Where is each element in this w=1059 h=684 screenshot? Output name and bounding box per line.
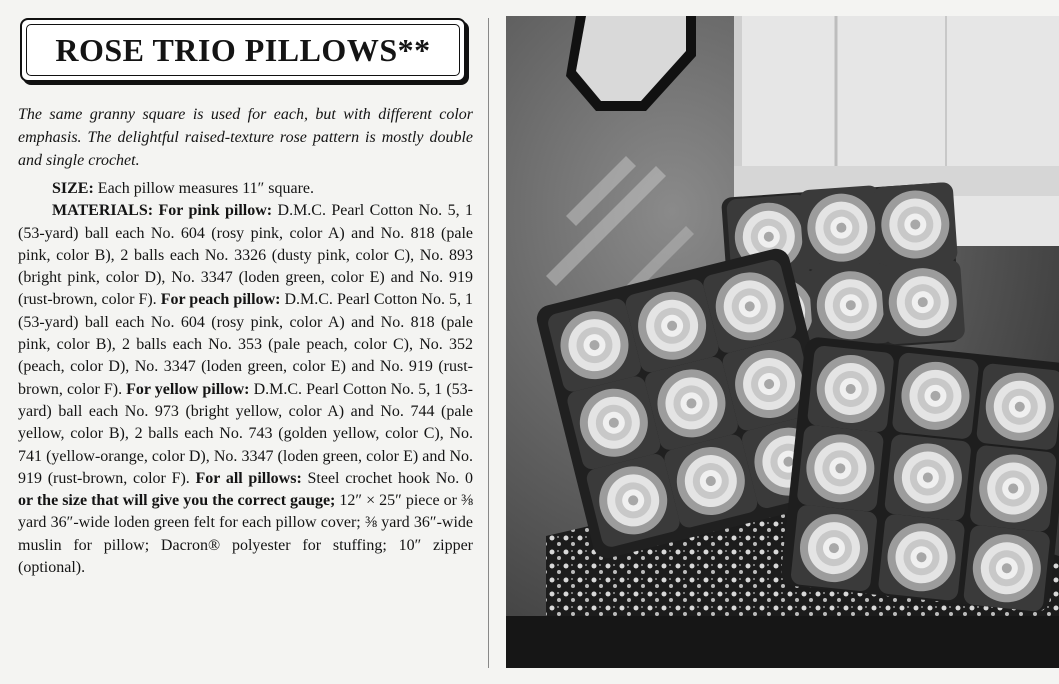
all-pillows-text: Steel crochet hook No. 0 [301,469,473,487]
size-text: Each pillow measures 11″ square. [93,180,315,197]
yellow-pillow-label: For yellow pillow: [122,380,250,398]
body-text [18,178,473,579]
pillows-photo-illustration [506,16,1059,668]
gauge-note: or the size that will give you the correct gauge; [18,492,336,510]
peach-pillow-label: For peach pillow: [156,291,281,309]
materials-paragraph [18,200,473,579]
column-divider [488,18,489,668]
page-title: ROSE TRIO PILLOWS** [55,31,431,68]
text-column [0,0,488,684]
pink-pillow-text: D.M.C. Pearl Cotton No. 5, 1 (53-yard) ball each No. 604 (rosy pink, color A) and No. 818 (pale pink, color B), 2 balls each No. 3326 (dusty pink, color C), No. 893 (bright pink, color D), No. 3347 (loden green, color E) and No. 919 (rust-brown, color F). [18,202,473,309]
size-paragraph [18,178,473,200]
size-label: SIZE: [52,180,94,197]
all-pillows-text-continued: 12″ × 25″ piece or ⅜ yard 36″-wide loden green felt for each pillow cover; ⅜ yard 36″-wide muslin for pillow; Dacron® polyester for stuffing; 10″ zipper (optional). [18,492,474,577]
pink-pillow-label: For pink pillow: [153,202,273,220]
peach-pillow-text: D.M.C. Pearl Cotton No. 5, 1 (53-yard) ball each No. 604 (rosy pink, color A) and No. 818 (pale pink, color B), 2 balls each No. 353 (pale peach, color C), No. 352 (peach, color D), No. 3347 (loden green, color E) and No. 919 (rust-brown, color F). [18,291,474,398]
title-box [20,18,466,82]
pillows-photo [506,16,1059,668]
intro-paragraph: The same granny square is used for each, but with different color emphasis. The delightful raised-texture rose pattern is mostly double and single crochet. [18,106,473,169]
all-pillows-label: For all pillows: [189,469,302,487]
yellow-pillow-text: D.M.C. Pearl Cotton No. 5, 1 (53-yard) ball each No. 973 (bright yellow, color A) and No. 744 (pale yellow, color B), 2 balls each No. 743 (golden yellow, color C), No. 741 (yellow-orange, color D), No. 3347 (loden green, color E) and No. 919 (rust-brown, color F). [18,380,473,487]
materials-label: MATERIALS: [52,202,154,220]
